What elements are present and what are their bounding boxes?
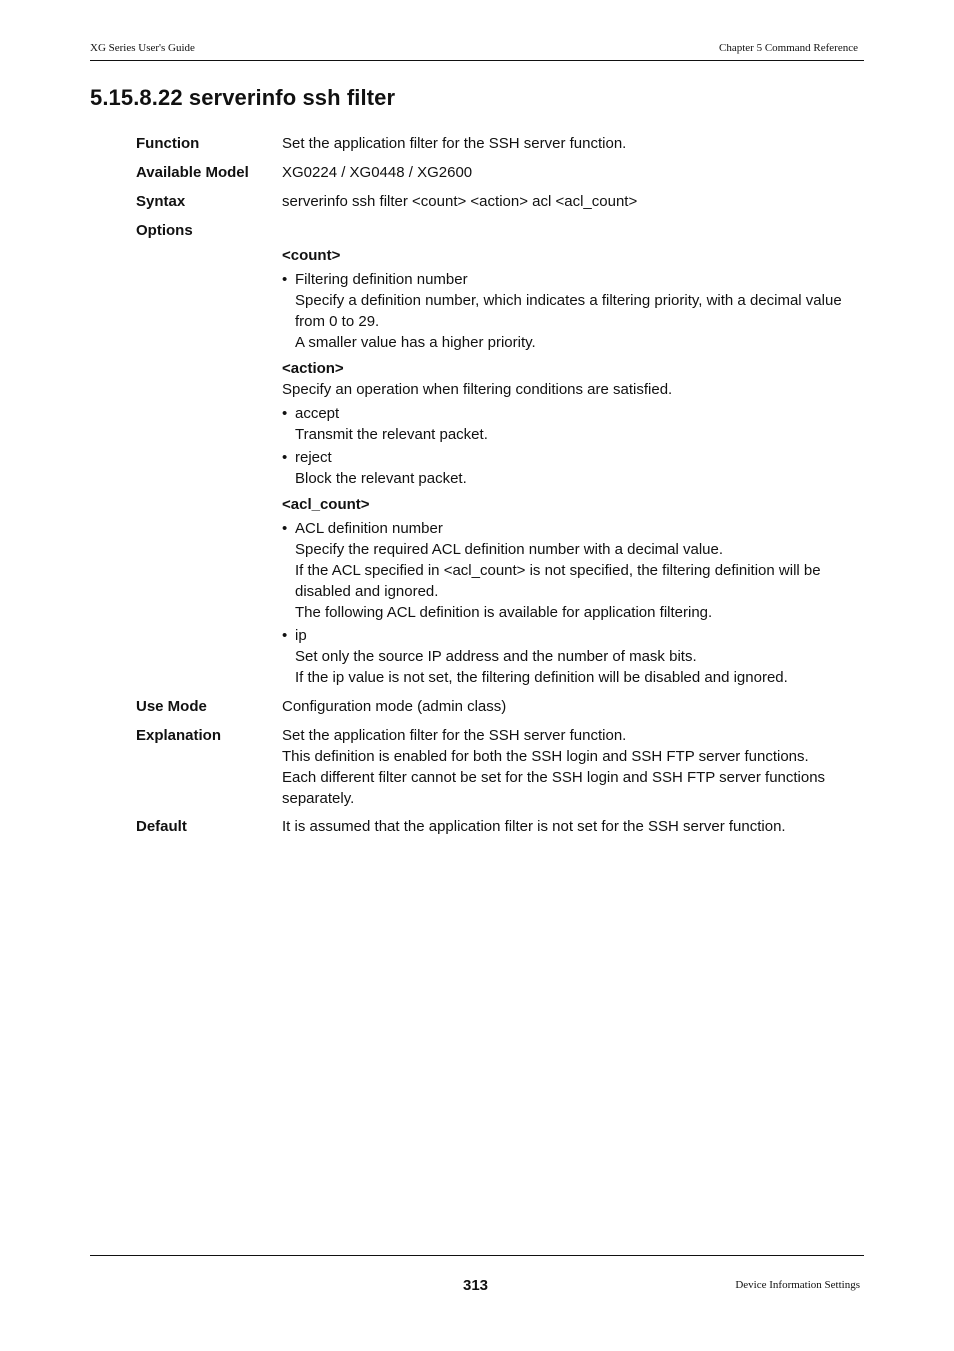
default-text: It is assumed that the application filter is not set for the SSH server function. (282, 818, 786, 835)
acl-count-desc-line: The following ACL definition is available for application filtering. (295, 604, 713, 621)
count-desc-line: from 0 to 29. (295, 313, 380, 330)
acl-count-desc-line: disabled and ignored. (295, 583, 439, 600)
bullet-icon: • (282, 271, 288, 288)
bullet-icon: • (282, 520, 288, 537)
footer-section: Device Information Settings (735, 1279, 860, 1291)
action-item-desc: Block the relevant packet. (295, 470, 467, 487)
explanation-line: This definition is enabled for both the SSH login and SSH FTP server functions. (282, 748, 809, 765)
syntax-label: Syntax (136, 193, 186, 210)
use-mode-text: Configuration mode (admin class) (282, 698, 507, 715)
default-label: Default (136, 818, 187, 835)
header-divider (90, 60, 864, 61)
syntax-text: serverinfo ssh filter <count> <action> acl <acl_count> (282, 193, 638, 210)
action-intro: Specify an operation when filtering conditions are satisfied. (282, 381, 673, 398)
footer-divider (90, 1255, 864, 1256)
model-text: XG0224 / XG0448 / XG2600 (282, 164, 473, 181)
explanation-line: Set the application filter for the SSH server function. (282, 727, 627, 744)
acl-count-desc-line: If the ACL specified in <acl_count> is not specified, the filtering definition will be (295, 562, 821, 579)
action-item-desc: Transmit the relevant packet. (295, 426, 488, 443)
page-number: 313 (463, 1277, 489, 1294)
explanation-line: Each different filter cannot be set for the SSH login and SSH FTP server functions (282, 769, 826, 786)
action-item-name: reject (295, 449, 332, 466)
model-label: Available Model (136, 164, 249, 181)
use-mode-label: Use Mode (136, 698, 207, 715)
bullet-icon: • (282, 405, 288, 422)
acl-count-desc-line: Specify the required ACL definition number with a decimal value. (295, 541, 724, 558)
acl-ip-desc-line: Set only the source IP address and the number of mask bits. (295, 648, 697, 665)
acl-count-item-name: ACL definition number (295, 520, 443, 537)
header-guide-title: XG Series User's Guide (90, 42, 195, 54)
explanation-text (282, 725, 852, 809)
bullet-icon: • (282, 449, 288, 466)
header-chapter: Chapter 5 Command Reference (719, 42, 858, 54)
action-item-name: accept (295, 405, 340, 422)
function-label: Function (136, 135, 200, 152)
options-label: Options (136, 222, 193, 239)
count-item-text (295, 269, 855, 353)
acl-count-heading: <acl_count> (282, 496, 370, 513)
function-text: Set the application filter for the SSH server function. (282, 135, 627, 152)
explanation-label: Explanation (136, 727, 222, 744)
action-heading: <action> (282, 360, 344, 377)
count-desc-line: A smaller value has a higher priority. (295, 334, 536, 351)
bullet-icon: • (282, 627, 288, 644)
count-heading: <count> (282, 247, 341, 264)
acl-ip-desc-line: If the ip value is not set, the filtering definition will be disabled and ignored. (295, 669, 788, 686)
acl-ip-name: ip (295, 627, 307, 644)
section-title: 5.15.8.22 serverinfo ssh filter (90, 85, 396, 110)
count-desc-line: Specify a definition number, which indicates a filtering priority, with a decimal value (295, 292, 842, 309)
explanation-line: separately. (282, 790, 355, 807)
count-item-name: Filtering definition number (295, 271, 468, 288)
